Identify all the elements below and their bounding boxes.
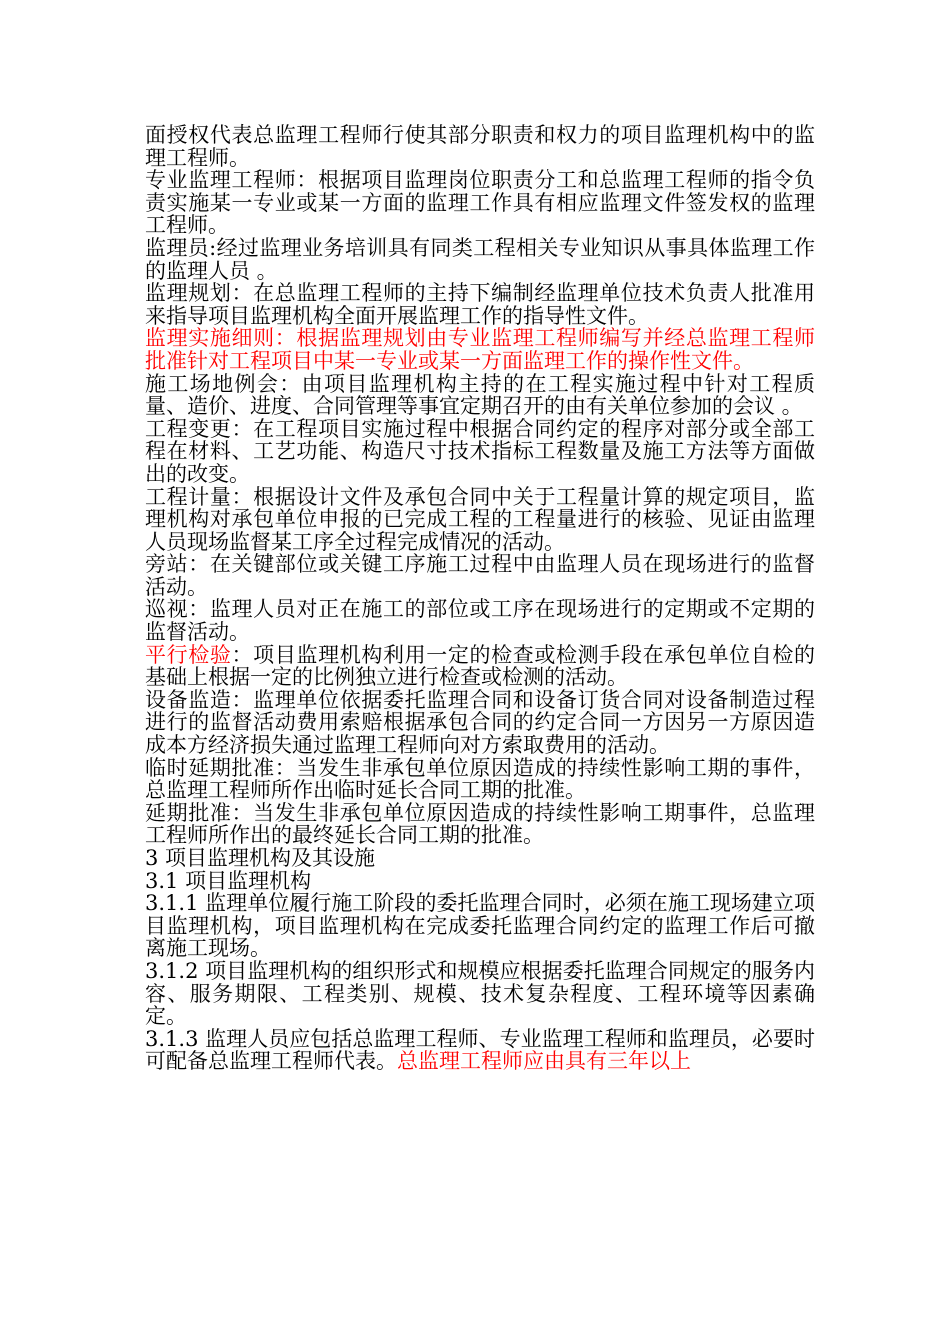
paragraph [145, 486, 815, 554]
paragraph [145, 644, 815, 689]
paragraph [145, 847, 815, 870]
paragraph [145, 689, 815, 757]
highlighted-text: 总监理工程师应由具有三年以上 [397, 1049, 691, 1074]
paragraph [145, 169, 815, 237]
paragraph [145, 870, 815, 893]
document-body [145, 124, 815, 1073]
paragraph-text: 3.1.1 监理单位履行施工阶段的委托监理合同时，必须在施工现场建立项目监理机构，项目监理机构在完成委托监理合同约定的监理工作后可撤离施工现场。 [145, 891, 815, 961]
paragraph-text: 巡视：监理人员对正在施工的部位或工序在现场进行的定期或不定期的监督活动。 [145, 597, 815, 645]
paragraph [145, 418, 815, 486]
paragraph [145, 124, 815, 169]
paragraph-text: 工程计量：根据设计文件及承包合同中关于工程量计算的规定项目，监理机构对承包单位申报的已完成工程的工程量进行的核验、见证由监理人员现场监督某工序全过程完成情况的活动。 [145, 484, 815, 554]
paragraph-text: 延期批准：当发生非承包单位原因造成的持续性影响工期事件，总监理工程师所作出的最终延长合同工期的批准。 [145, 800, 815, 848]
paragraph [145, 237, 815, 282]
paragraph [145, 327, 815, 372]
paragraph-text: 监理员:经过监理业务培训具有同类工程相关专业知识从事具体监理工作的监理人员 。 [145, 235, 815, 283]
paragraph-text: 施工场地例会：由项目监理机构主持的在工程实施过程中针对工程质量、造价、进度、合同管理等事宜定期召开的由有关单位参加的会议 。 [145, 371, 815, 419]
paragraph-text: 监理规划：在总监理工程师的主持下编制经监理单位技术负责人批准用来指导项目监理机构全面开展监理工作的指导性文件。 [145, 281, 815, 328]
paragraph [145, 598, 815, 643]
paragraph-text: 3.1 项目监理机构 [145, 868, 312, 893]
paragraph-text: 工程变更：在工程项目实施过程中根据合同约定的程序对部分或全部工程在材料、工艺功能、构造尺寸技术指标工程数量及施工方法等方面做出的改变。 [145, 416, 815, 486]
paragraph [145, 757, 815, 802]
paragraph [145, 802, 815, 847]
paragraph [145, 553, 815, 598]
paragraph [145, 1028, 815, 1073]
highlighted-text: 监理实施细则：根据监理规划由专业监理工程师编写并经总监理工程师批准针对工程项目中某一专业或某一方面监理工作的操作性文件。 [145, 326, 815, 373]
paragraph-text: 旁站：在关键部位或关键工序施工过程中由监理人员在现场进行的监督活动。 [145, 552, 815, 599]
paragraph-text: 3.1.3 监理人员应包括总监理工程师、专业监理工程师和监理员，必要时可配备总监理工程师代表。 [145, 1026, 815, 1074]
paragraph-text: 专业监理工程师：根据项目监理岗位职责分工和总监理工程师的指令负责实施某一专业或某一方面的监理工作具有相应监理文件签发权的监理工程师。 [145, 168, 815, 238]
paragraph [145, 892, 815, 960]
highlighted-text: 平行检验 [145, 642, 232, 667]
paragraph-text: 面授权代表总监理工程师行使其部分职责和权力的项目监理机构中的监理工程师。 [145, 123, 815, 170]
paragraph [145, 373, 815, 418]
paragraph-text: 3 项目监理机构及其设施 [145, 846, 376, 870]
paragraph-text: 设备监造：监理单位依据委托监理合同和设备订货合同对设备制造过程进行的监督活动费用索赔根据承包合同的约定合同一方因另一方原因造成本方经济损失通过监理工程师向对方索取费用的活动。 [145, 687, 815, 758]
paragraph [145, 282, 815, 327]
paragraph-text: 3.1.2 项目监理机构的组织形式和规模应根据委托监理合同规定的服务内容、服务期限、工程类别、规模、技术复杂程度、工程环境等因素确定。 [145, 958, 815, 1029]
paragraph-text: 临时延期批准：当发生非承包单位原因造成的持续性影响工期的事件，总监理工程师所作出临时延长合同工期的批准。 [145, 755, 815, 803]
paragraph [145, 960, 815, 1028]
paragraph-text: ：项目监理机构利用一定的检查或检测手段在承包单位自检的基础上根据一定的比例独立进行检查或检测的活动。 [145, 642, 816, 690]
